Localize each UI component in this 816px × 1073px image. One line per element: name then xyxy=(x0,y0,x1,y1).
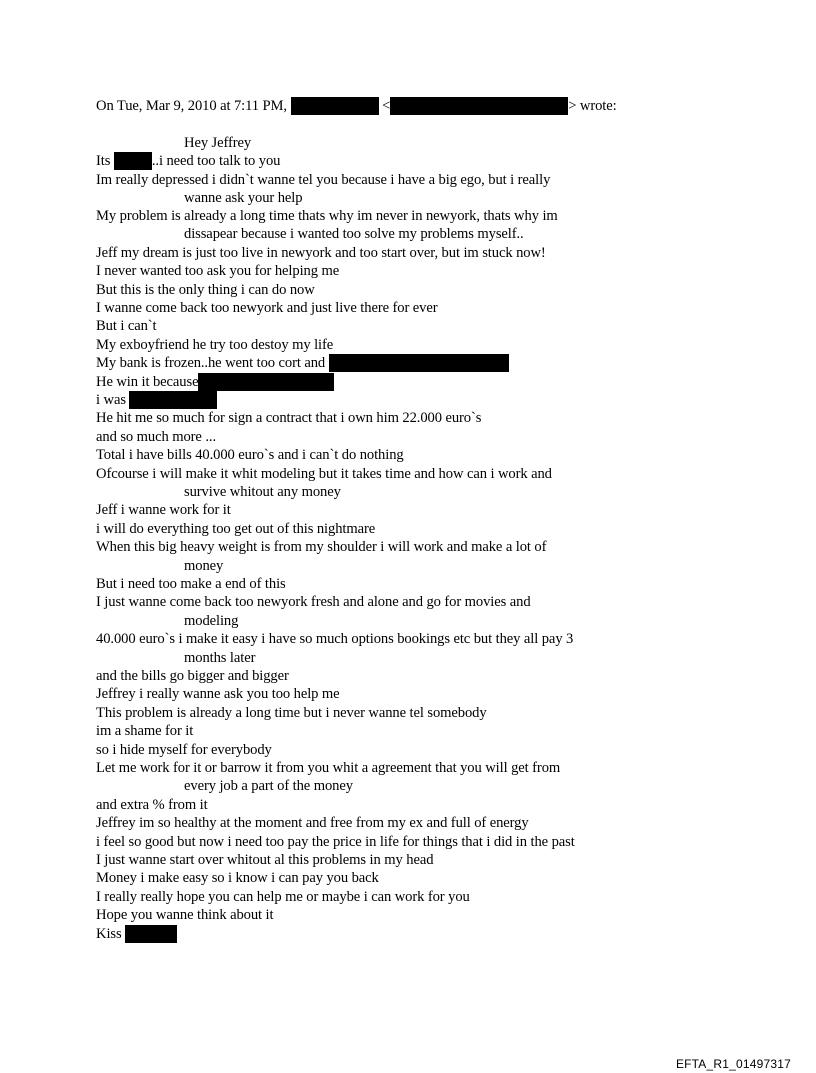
body-line: But i need too make a end of this xyxy=(96,576,286,592)
body-line: i feel so good but now i need too pay the price in life for things that i did in the past xyxy=(96,834,575,850)
body-line: This problem is already a long time but i never wanne tel somebody xyxy=(96,705,487,721)
redaction-box xyxy=(390,97,568,115)
header-lt: < xyxy=(382,98,391,114)
body-line: money xyxy=(184,558,224,574)
body-line xyxy=(96,354,509,372)
body-line xyxy=(96,373,334,391)
body-line: Hope you wanne think about it xyxy=(96,907,274,923)
body-line: I just wanne come back too newyork fresh and alone and go for movies and xyxy=(96,594,531,610)
body-line: 40.000 euro`s i make it easy i have so much options bookings etc but they all pay 3 xyxy=(96,631,574,647)
body-line: im a shame for it xyxy=(96,723,194,739)
body-line: Im really depressed i didn`t wanne tel you because i have a big ego, but i really xyxy=(96,172,551,188)
body-line: survive whitout any money xyxy=(184,484,341,500)
header-prefix: On Tue, Mar 9, 2010 at 7:11 PM, xyxy=(96,98,291,114)
body-line: My exboyfriend he try too destoy my life xyxy=(96,337,334,353)
body-line: and the bills go bigger and bigger xyxy=(96,668,289,684)
body-line: Ofcourse i will make it whit modeling but it takes time and how can i work and xyxy=(96,466,552,482)
body-line: months later xyxy=(184,650,256,666)
line-text: i was xyxy=(96,392,126,408)
body-line: and so much more ... xyxy=(96,429,216,445)
body-line xyxy=(96,152,280,170)
body-line: Jeff i wanne work for it xyxy=(96,502,231,518)
body-line xyxy=(96,391,217,409)
body-line: When this big heavy weight is from my shoulder i will work and make a lot of xyxy=(96,539,547,555)
line-text: My bank is frozen..he went too cort and xyxy=(96,355,326,371)
body-line: I just wanne start over whitout al this problems in my head xyxy=(96,852,434,868)
body-line: My problem is already a long time thats why im never in newyork, thats why im xyxy=(96,208,558,224)
body-line: Total i have bills 40.000 euro`s and i can`t do nothing xyxy=(96,447,404,463)
line-text: He win it because xyxy=(96,374,199,390)
body-line: Jeffrey im so healthy at the moment and free from my ex and full of energy xyxy=(96,815,529,831)
header-suffix: > wrote: xyxy=(568,98,617,114)
body-line: i will do everything too get out of this nightmare xyxy=(96,521,376,537)
body-line: I really really hope you can help me or maybe i can work for you xyxy=(96,889,470,905)
body-line: modeling xyxy=(184,613,239,629)
body-line: He hit me so much for sign a contract that i own him 22.000 euro`s xyxy=(96,410,482,426)
body-line xyxy=(96,925,177,943)
body-line: so i hide myself for everybody xyxy=(96,742,272,758)
email-header-line xyxy=(96,97,617,115)
document-id-footer: EFTA_R1_01497317 xyxy=(675,1057,791,1071)
redaction-box xyxy=(129,391,217,409)
body-line: wanne ask your help xyxy=(184,190,303,206)
body-line: But i can`t xyxy=(96,318,157,334)
redaction-box xyxy=(198,373,334,391)
body-line: I never wanted too ask you for helping me xyxy=(96,263,340,279)
redaction-box xyxy=(329,354,509,372)
line-text: Kiss xyxy=(96,926,126,942)
redaction-box xyxy=(291,97,379,115)
body-line: Money i make easy so i know i can pay you back xyxy=(96,870,379,886)
body-line: Let me work for it or barrow it from you whit a agreement that you will get from xyxy=(96,760,561,776)
body-line: I wanne come back too newyork and just live there for ever xyxy=(96,300,438,316)
body-line: But this is the only thing i can do now xyxy=(96,282,315,298)
body-line: Jeffrey i really wanne ask you too help me xyxy=(96,686,340,702)
body-line: every job a part of the money xyxy=(184,778,353,794)
body-line: dissapear because i wanted too solve my problems myself.. xyxy=(184,226,524,242)
body-line: Jeff my dream is just too live in newyork and too start over, but im stuck now! xyxy=(96,245,546,261)
redaction-box xyxy=(114,152,152,170)
redaction-box xyxy=(125,925,177,943)
line-text: Its xyxy=(96,153,114,169)
body-line: and extra % from it xyxy=(96,797,208,813)
line-text: ..i need too talk to you xyxy=(151,153,281,169)
greeting-line: Hey Jeffrey xyxy=(184,135,252,151)
